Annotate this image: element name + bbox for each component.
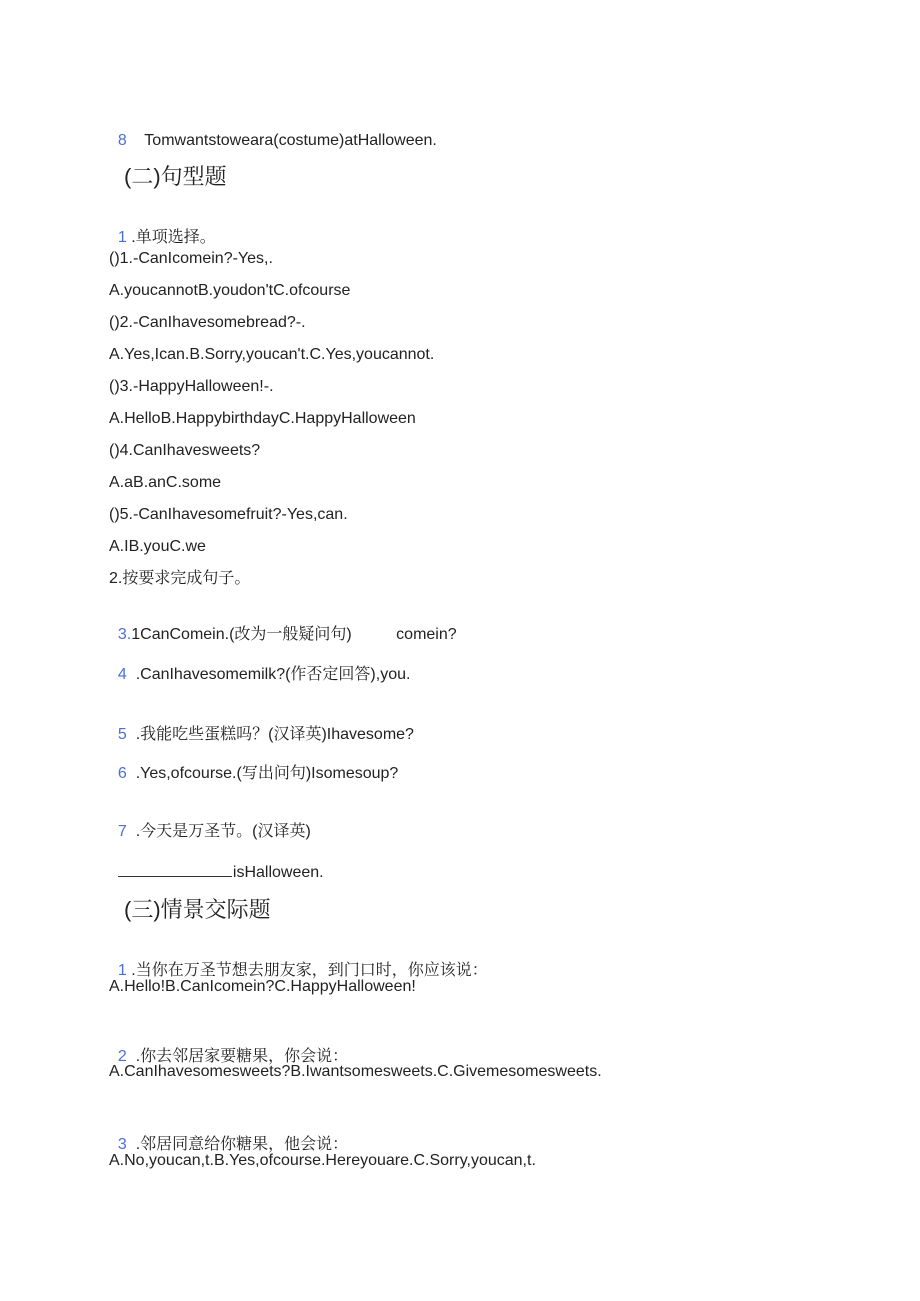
item-number: 1 [117,962,127,979]
part-1-heading [109,208,216,248]
item-number: 3 [117,1136,127,1153]
mcq-options-2: A.Yes,Ican.B.Sorry,youcan't.C.Yes,youcannot. [109,346,435,363]
mcq-question-5: ()5.-CanIhavesomefruit?-Yes,can. [109,506,348,523]
item-text: .今天是万圣节。(汉译英) [126,823,311,840]
item-text: .CanIhavesomemilk?(作否定回答),you. [126,666,411,683]
situation-3 [109,1115,348,1155]
situation-2 [109,1027,348,1067]
item-text: .单项选择。 [131,229,216,246]
item-text: .Yes,ofcourse.(写出问句)Isomesoup? [126,765,399,782]
mcq-options-3: A.HelloB.HappybirthdayC.HappyHalloween [109,410,416,427]
task-6 [109,744,398,784]
mcq-question-1: ()1.-CanIcomein?-Yes,. [109,250,273,267]
part-2-heading: 2.按要求完成句子。 [109,570,251,587]
item-number: 2 [117,1048,127,1065]
item-text: .当你在万圣节想去朋友家，到门口时，你应该说： [126,962,488,979]
section-3-title: (三)情景交际题 [124,897,271,922]
vocab-item-8 [109,111,437,151]
item-number: 5 [117,726,127,743]
task-7 [109,802,311,842]
item-number: 1 [117,229,127,246]
mcq-question-2: ()2.-CanIhavesomebread?-. [109,314,306,331]
task-3 [109,605,457,645]
situation-3-options: A.No,youcan,t.B.Yes,ofcourse.Hereyouare.C.Sorry,youcan,t. [109,1152,536,1169]
item-text: .我能吃些蛋糕吗？(汉译英)Ihavesome? [126,726,414,743]
item-number: 7 [117,823,127,840]
item-number: 3. [117,626,132,643]
answer-blank[interactable] [118,862,232,877]
item-text: Tomwantstoweara(costume)atHalloween. [144,132,437,149]
section-2-title: (二)句型题 [124,164,227,189]
situation-2-options: A.CanIhavesomesweets?B.Iwantsomesweets.C.Givemesomesweets. [109,1063,602,1080]
mcq-question-4: ()4.CanIhavesweets? [109,442,261,459]
item-number: 6 [117,765,127,782]
task-4 [109,645,410,685]
situation-1 [109,941,488,981]
answer-line [109,842,324,883]
task-5 [109,705,414,745]
answer-text: isHalloween. [232,864,324,881]
item-number: 8 [117,132,127,149]
item-number: 4 [117,666,127,683]
mcq-options-5: A.IB.youC.we [109,538,206,555]
mcq-question-3: ()3.-HappyHalloween!-. [109,378,274,395]
mcq-options-4: A.aB.anC.some [109,474,222,491]
item-text: .你去邻居家要糖果，你会说： [126,1048,349,1065]
situation-1-options: A.Hello!B.CanIcomein?C.HappyHalloween! [109,978,416,995]
mcq-options-1: A.youcannotB.youdon'tC.ofcourse [109,282,351,299]
item-text: .邻居同意给你糖果，他会说： [126,1136,349,1153]
item-text: 1CanComein.(改为一般疑问句) comein? [131,626,457,643]
